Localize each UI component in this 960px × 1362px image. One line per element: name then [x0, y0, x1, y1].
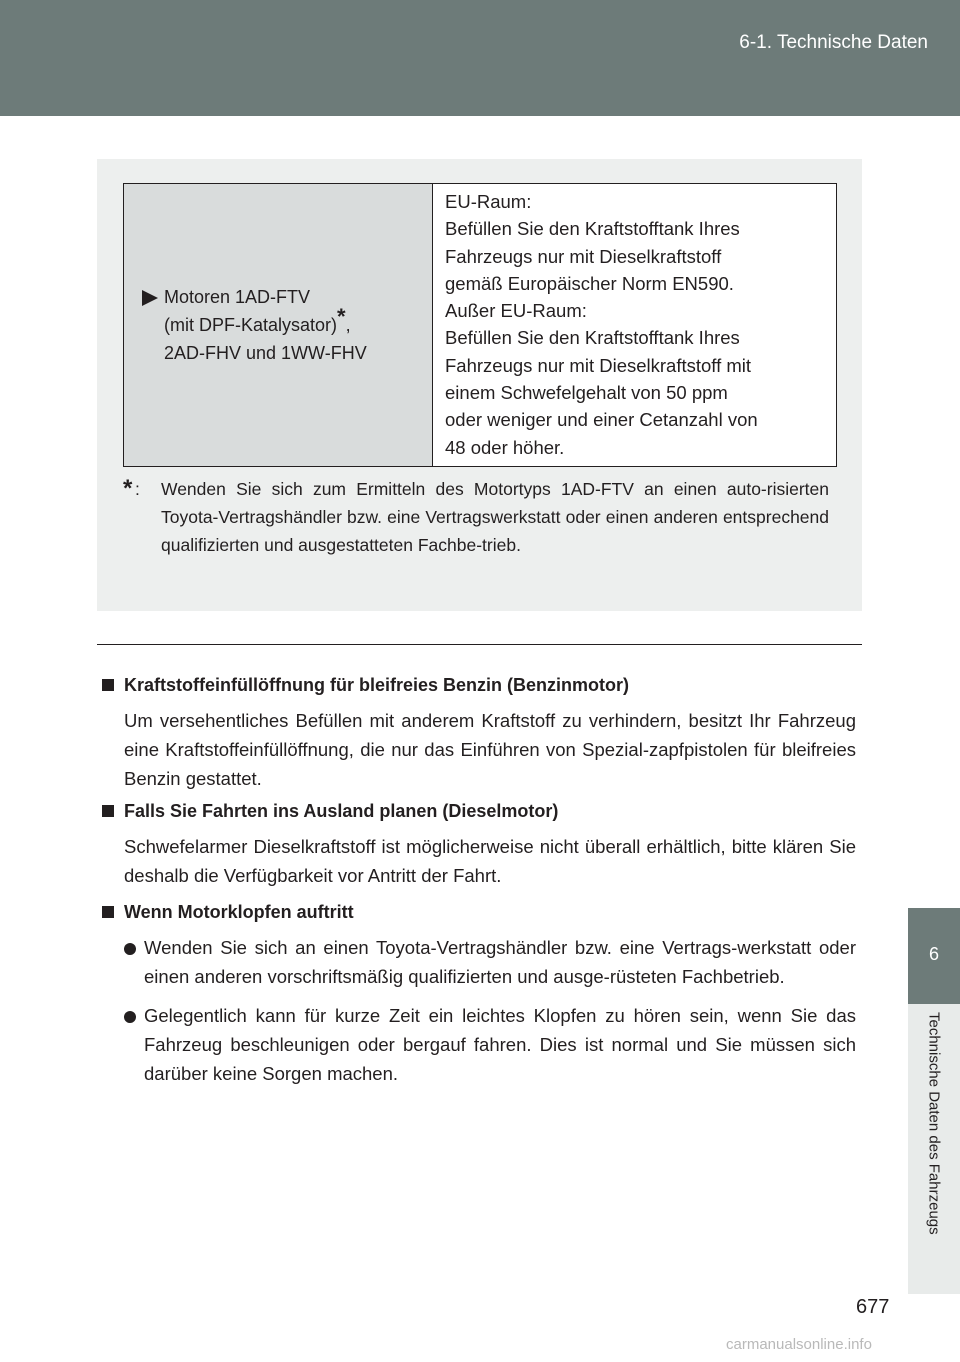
- section-heading: Falls Sie Fahrten ins Ausland planen (Dieselmotor): [100, 798, 856, 824]
- engine-label-line1: Motoren 1AD-FTV: [164, 287, 311, 307]
- footnote-colon: :: [135, 479, 140, 499]
- chapter-tab-label: [908, 1004, 960, 1294]
- round-bullet-icon: [124, 1011, 136, 1023]
- list-item-text: Wenden Sie sich an einen Toyota-Vertragshändler bzw. eine Vertrags-werkstatt oder einen anderen vorschriftsmäßig qualifizierten und ausge-rüsteten Fachbetrieb.: [144, 937, 856, 987]
- section-text: Um versehentliches Befüllen mit anderem Kraftstoff zu verhindern, besitzt Ihr Fahrzeug eine Kraftstoffeinfüllöffnung, die nur das Einführen von Spezial-zapfpistolen für bleifreies Benzin gestattet.: [124, 710, 856, 789]
- fuel-requirement-cell: [433, 184, 836, 466]
- info-box: [97, 159, 862, 611]
- list-item-text: Gelegentlich kann für kurze Zeit ein leichtes Klopfen zu hören sein, wenn Sie das Fahrzeug beschleunigen oder bergauf fahren. Dies ist normal und Sie müssen sich darüber keine Sorgen machen.: [144, 1005, 856, 1084]
- section-text: Schwefelarmer Dieselkraftstoff ist möglicherweise nicht überall erhältlich, bitte klären Sie deshalb die Verfügbarkeit vor Antritt der Fahrt.: [124, 836, 856, 886]
- fuel-line: gemäß Europäischer Norm EN590.: [445, 272, 734, 294]
- section-travel-abroad: [100, 798, 856, 890]
- engine-label-comma: ,: [345, 315, 351, 335]
- fuel-line: 48 oder höher.: [445, 436, 565, 458]
- fuel-line: Befüllen Sie den Kraftstofftank Ihres: [445, 218, 740, 240]
- engine-label-line2: (mit DPF-Katalysator): [164, 315, 338, 335]
- chapter-number: 6: [928, 944, 939, 964]
- fuel-line: Fahrzeugs nur mit Dieselkraftstoff mit: [445, 354, 752, 376]
- fuel-line: Außer EU-Raum:: [445, 300, 587, 322]
- square-bullet-icon: [102, 906, 114, 918]
- section-petrol-filler: [100, 672, 856, 793]
- chapter-tab: [908, 908, 960, 1004]
- section-heading: Wenn Motorklopfen auftritt: [100, 899, 856, 925]
- fuel-line: Fahrzeugs nur mit Dieselkraftstoff: [445, 245, 722, 267]
- footnote-asterisk: *: [123, 475, 133, 502]
- page-header: [0, 0, 960, 116]
- list-item: [124, 933, 856, 991]
- engine-label-line3: 2AD-FHV und 1WW-FHV: [164, 343, 367, 363]
- triangle-bullet-icon: [142, 290, 158, 306]
- fuel-line: Befüllen Sie den Kraftstofftank Ihres: [445, 327, 740, 349]
- fuel-line: einem Schwefelgehalt von 50 ppm: [445, 382, 728, 404]
- list-item: [124, 1001, 856, 1088]
- footnote: [123, 475, 829, 559]
- divider: [97, 644, 862, 645]
- section-engine-knock: [100, 899, 856, 1088]
- fuel-line: EU-Raum:: [445, 191, 532, 212]
- fuel-spec-table: [123, 183, 837, 467]
- page-number: 677: [856, 1296, 890, 1318]
- square-bullet-icon: [102, 679, 114, 691]
- section-heading: Kraftstoffeinfüllöffnung für bleifreies Benzin (Benzinmotor): [100, 672, 856, 698]
- square-bullet-icon: [102, 805, 114, 817]
- chapter-title: Technische Daten des Fahrzeugs: [925, 1012, 943, 1235]
- section-title: 6-1. Technische Daten: [739, 32, 928, 53]
- engine-cell: [124, 184, 433, 466]
- footnote-text: Wenden Sie sich zum Ermitteln des Motortyps 1AD-FTV an einen auto-risierten Toyota-Vertragshändler bzw. eine Vertragswerkstatt oder einen anderen entsprechend qualifizierten und ausgestatteten Fachbe-trieb.: [161, 479, 829, 555]
- fuel-line: oder weniger und einer Cetanzahl von: [445, 409, 758, 431]
- round-bullet-icon: [124, 943, 136, 955]
- footnote-marker: *: [337, 304, 346, 329]
- watermark: carmanualsonline.info: [726, 1336, 872, 1353]
